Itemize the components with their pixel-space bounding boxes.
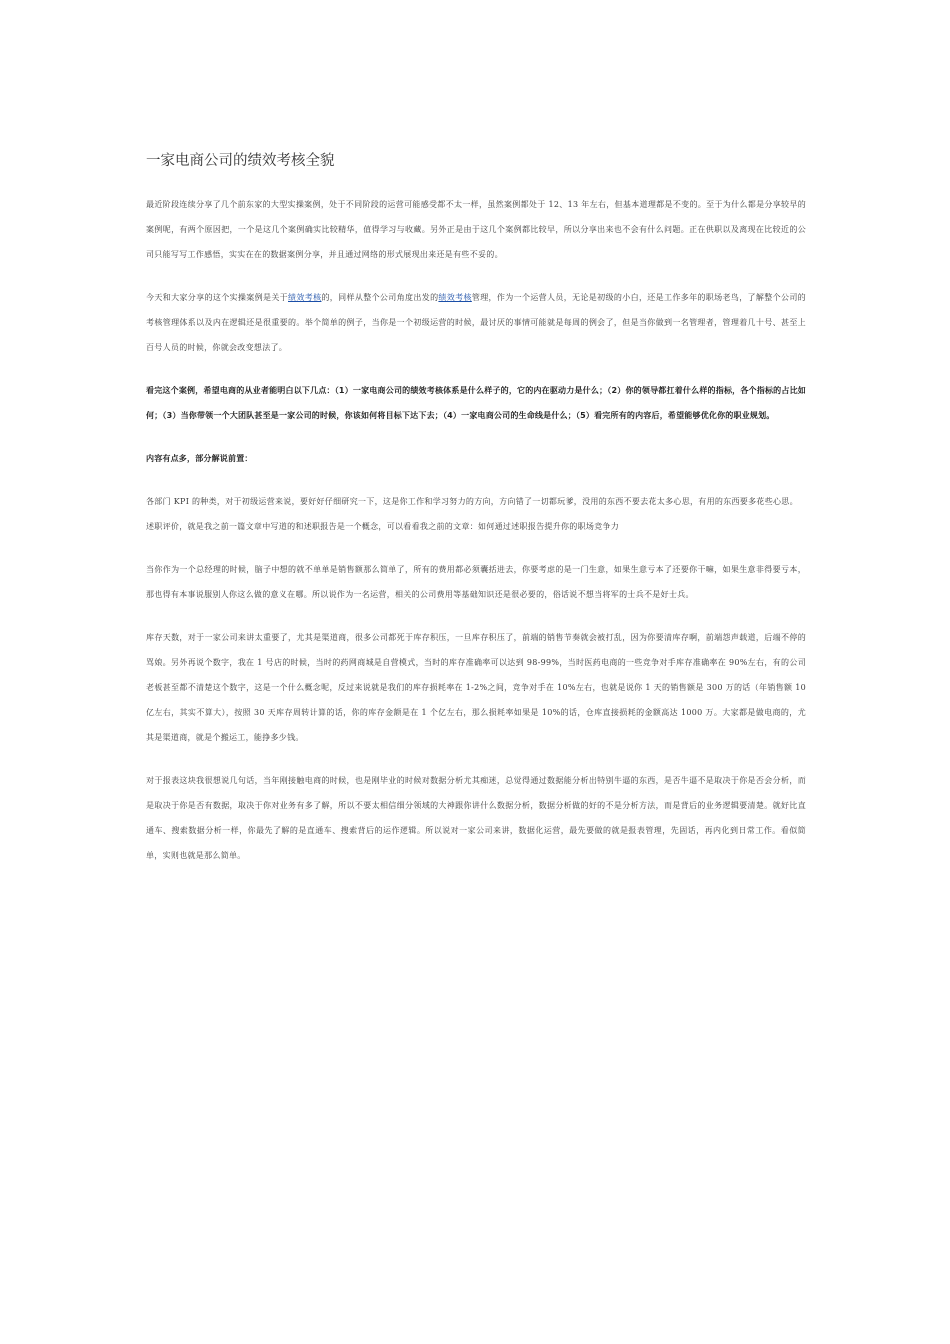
paragraph-key-points: 看完这个案例，希望电商的从业者能明白以下几点：（1）一家电商公司的绩效考核体系是什么样子的，它的内在驱动力是什么；（2）你的领导都扛着什么样的指标，各个指标的占比如何；（3）当你带领一个大团队甚至是一家公司的时候，你该如何将目标下达下去；（4）一家电商公司的生命线是什么；（5）看完所有的内容后，希望能够优化你的职业规划。 — [146, 386, 806, 420]
paragraph-reports: 对于报表这块我很想说几句话，当年刚接触电商的时候，也是刚毕业的时候对数据分析尤其痴迷，总觉得通过数据能分析出特别牛逼的东西，是否牛逼不是取决于你是否会分析，而是取决于你是否有数据，取决于你对业务有多了解，所以不要太相信细分领域的大神跟你讲什么数据分析，数据分析做的好的不是分析方法，而是背后的业务逻辑要清楚。就好比直通车、搜索数据分析一样，你最先了解的是直通车、搜索背后的运作逻辑。所以说对一家公司来讲，数据化运营，最先要做的就是报表管理，先固话，再内化到日常工作。看似简单，实则也就是那么简单。 — [146, 776, 806, 860]
text-segment: 今天和大家分享的这个实操案例是关于 — [146, 293, 289, 302]
paragraph-case-intro — [146, 285, 806, 360]
paragraph-preface: 内容有点多，部分解说前置： — [146, 454, 253, 463]
text-segment: 管理，作为一个运营人员，无论是初级的小白，还是工作多年的职场老鸟，了解整个公司的考核管理体系以及内在逻辑还是很重要的。举个简单的例子，当你是一个初级运营的时候，最讨厌的事情可能就是每周的例会了，但是当你做到一名管理者，管理着几十号、甚至上百号人员的时候，你就会改变想法了。 — [146, 293, 806, 352]
link-performance-review-2[interactable]: 绩效考核 — [438, 293, 472, 302]
paragraph-gm: 当你作为一个总经理的时候，脑子中想的就不单单是销售额那么简单了，所有的费用都必须囊括进去，你要考虑的是一门生意，如果生意亏本了还要你干嘛，如果生意非得要亏本，那也得有本事说服别人你这么做的意义在哪。所以说作为一名运营，相关的公司费用等基础知识还是很必要的，俗话说不想当将军的士兵不是好士兵。 — [146, 565, 806, 599]
document-page — [146, 150, 806, 886]
paragraph-inventory: 库存天数，对于一家公司来讲太重要了，尤其是渠道商，很多公司都死于库存积压，一旦库存积压了，前端的销售节奏就会被打乱，因为你要清库存啊，前端怨声载道，后端不停的骂娘。另外再说个数字，我在 1 号店的时候，当时的药网商城是自营模式，当时的库存准确率可以达到 98-99%，当时医药电商的一些竞争对手库存准确率在 90%左右，有的公司老板甚至都不清楚这个数字，这是一个什么概念呢，反过来说就是我们的库存损耗率在 1-2%之间，竞争对手在 10%左右，也就是说你 1 天的销售额是 300 万的话（年销售额 10 亿左右，其实不算大），按照 30 天库存周转计算的话，你的库存金额是在 1 个亿左右，那么损耗率如果是 10%的话，仓库直接损耗的金额高达 1000 万。大家都是做电商的，尤其是渠道商，就是个搬运工，能挣多少钱。 — [146, 633, 806, 742]
text-segment: 的，同样从整个公司角度出发的 — [321, 293, 439, 302]
paragraph-review: 述职评价，就是我之前一篇文章中写道的和述职报告是一个概念，可以看看我之前的文章：如何通过述职报告提升你的职场竞争力 — [146, 522, 620, 531]
paragraph-kpi: 各部门 KPI 的种类，对于初级运营来说，要好好仔细研究一下，这是你工作和学习努力的方向，方向错了一切都玩爹，没用的东西不要去花太多心思，有用的东西要多花些心思。 — [146, 497, 798, 506]
link-performance-review[interactable]: 绩效考核 — [288, 293, 322, 302]
document-title: 一家电商公司的绩效考核全貌 — [146, 153, 335, 169]
paragraph-intro: 最近阶段连续分享了几个前东家的大型实操案例，处于不同阶段的运营可能感受都不太一样，虽然案例都处于 12、13 年左右，但基本道理都是不变的。至于为什么都是分享较早的案例呢，有两个原因把，一个是这几个案例确实比较精华，值得学习与收藏。另外正是由于这几个案例都比较早，所以分享出来也不会有什么问题。正在供职以及离现在比较近的公司只能写写工作感悟，实实在在的数据案例分享，并且通过网络的形式展现出来还是有些不妥的。 — [146, 200, 806, 259]
